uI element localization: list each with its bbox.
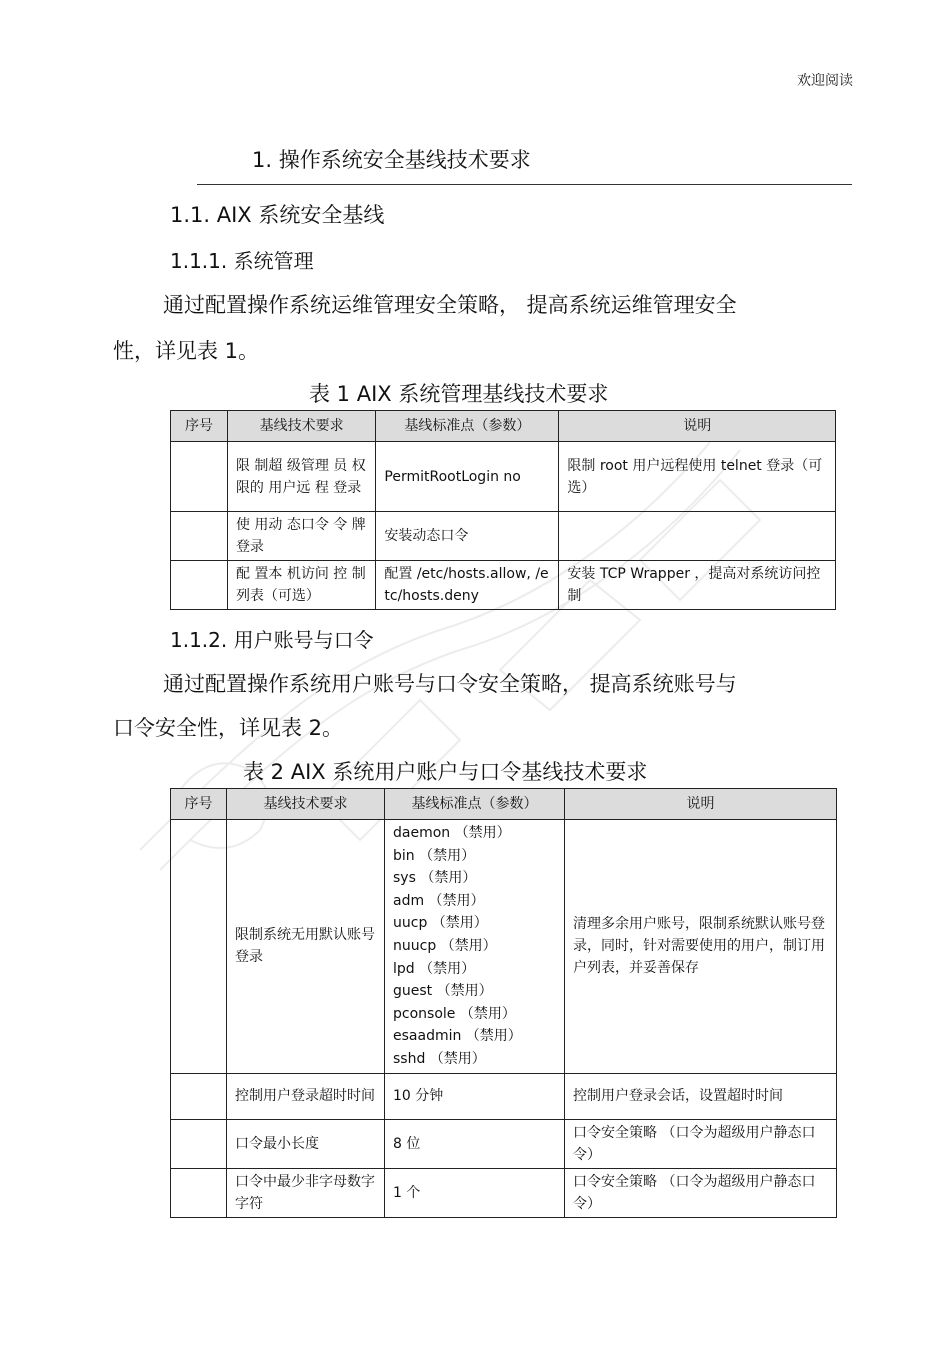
table-cell-description: 口令安全策略 （口令为超级用户静态口令） [565,1119,837,1168]
table-cell-requirement: 限制系统无用默认账号登录 [227,820,385,1074]
table1-header-description: 说明 [559,411,836,442]
table1-system-admin [170,410,836,610]
table-row [171,512,836,561]
table-row [171,820,837,1074]
chapter-divider [197,184,852,185]
subsection-title-accounts: 1.1.2. 用户账号与口令 [170,628,374,652]
table-cell-requirement: 配 置本 机访问 控 制列表（可选） [227,561,375,610]
table-cell-parameter: 10 分钟 [385,1073,565,1119]
table-cell-requirement: 口令最小长度 [227,1119,385,1168]
paragraph-system-admin-line2: 性，详见表 1。 [113,339,260,363]
table-cell-description: 口令安全策略 （口令为超级用户静态口令） [565,1168,837,1217]
table-cell-parameter: PermitRootLogin no [376,442,559,512]
paragraph-accounts-line2: 口令安全性，详见表 2。 [113,716,344,740]
table-cell-description: 控制用户登录会话，设置超时时间 [565,1073,837,1119]
paragraph-accounts-line1: 通过配置操作系统用户账号与口令安全策略， 提高系统账号与 [163,672,737,696]
table1-header-no: 序号 [171,411,228,442]
table-row [171,1168,837,1217]
table-cell-no [171,561,228,610]
table-row [171,561,836,610]
table-cell-parameter: 配置 /etc/hosts.allow, /etc/hosts.deny [376,561,559,610]
page-header-text: 欢迎阅读 [797,73,853,89]
section-title: 1.1. AIX 系统安全基线 [170,203,385,227]
table-cell-parameter: 1 个 [385,1168,565,1217]
table-row [171,1073,837,1119]
table2-header-requirement: 基线技术要求 [227,789,385,820]
table2-caption: 表 2 AIX 系统用户账户与口令基线技术要求 [243,760,648,784]
table-cell-description: 清理多余用户账号，限制系统默认账号登录，同时，针对需要使用的用户，制订用户列表，并妥善保存 [565,820,837,1074]
table-cell-parameter: 安装动态口令 [376,512,559,561]
subsection-title-system-admin: 1.1.1. 系统管理 [170,249,314,273]
table-cell-description: 限制 root 用户远程使用 telnet 登录（可选） [559,442,836,512]
table1-header-parameter: 基线标准点（参数） [376,411,559,442]
table2-header-no: 序号 [171,789,227,820]
table-cell-requirement: 使 用动 态口令 令 牌登录 [227,512,375,561]
table2-header-parameter: 基线标准点（参数） [385,789,565,820]
table-row [171,1119,837,1168]
paragraph-system-admin-line1: 通过配置操作系统运维管理安全策略， 提高系统运维管理安全 [163,293,737,317]
table-cell-description [559,512,836,561]
table-cell-parameter: daemon （禁用） bin （禁用） sys （禁用） adm （禁用） uucp （禁用） nuucp （禁用） lpd （禁用） guest （禁用） pconsole （禁用） esaadmin （禁用） sshd （禁用） [385,820,565,1074]
table-cell-no [171,512,228,561]
table2-header-description: 说明 [565,789,837,820]
table-row [171,442,836,512]
table-cell-parameter: 8 位 [385,1119,565,1168]
table2-accounts [170,788,837,1218]
table1-caption: 表 1 AIX 系统管理基线技术要求 [309,382,609,406]
table2-header-row [171,789,837,820]
table-cell-no [171,1168,227,1217]
table-cell-requirement: 限 制超 级管理 员 权 限的 用户远 程 登录 [227,442,375,512]
table-cell-description: 安装 TCP Wrapper ，提高对系统访问控制 [559,561,836,610]
table-cell-no [171,820,227,1074]
chapter-title: 1. 操作系统安全基线技术要求 [252,148,531,172]
table-cell-no [171,1073,227,1119]
table-cell-requirement: 控制用户登录超时时间 [227,1073,385,1119]
table-cell-no [171,1119,227,1168]
table1-header-requirement: 基线技术要求 [227,411,375,442]
table1-header-row [171,411,836,442]
table-cell-requirement: 口令中最少非字母数字字符 [227,1168,385,1217]
table-cell-no [171,442,228,512]
